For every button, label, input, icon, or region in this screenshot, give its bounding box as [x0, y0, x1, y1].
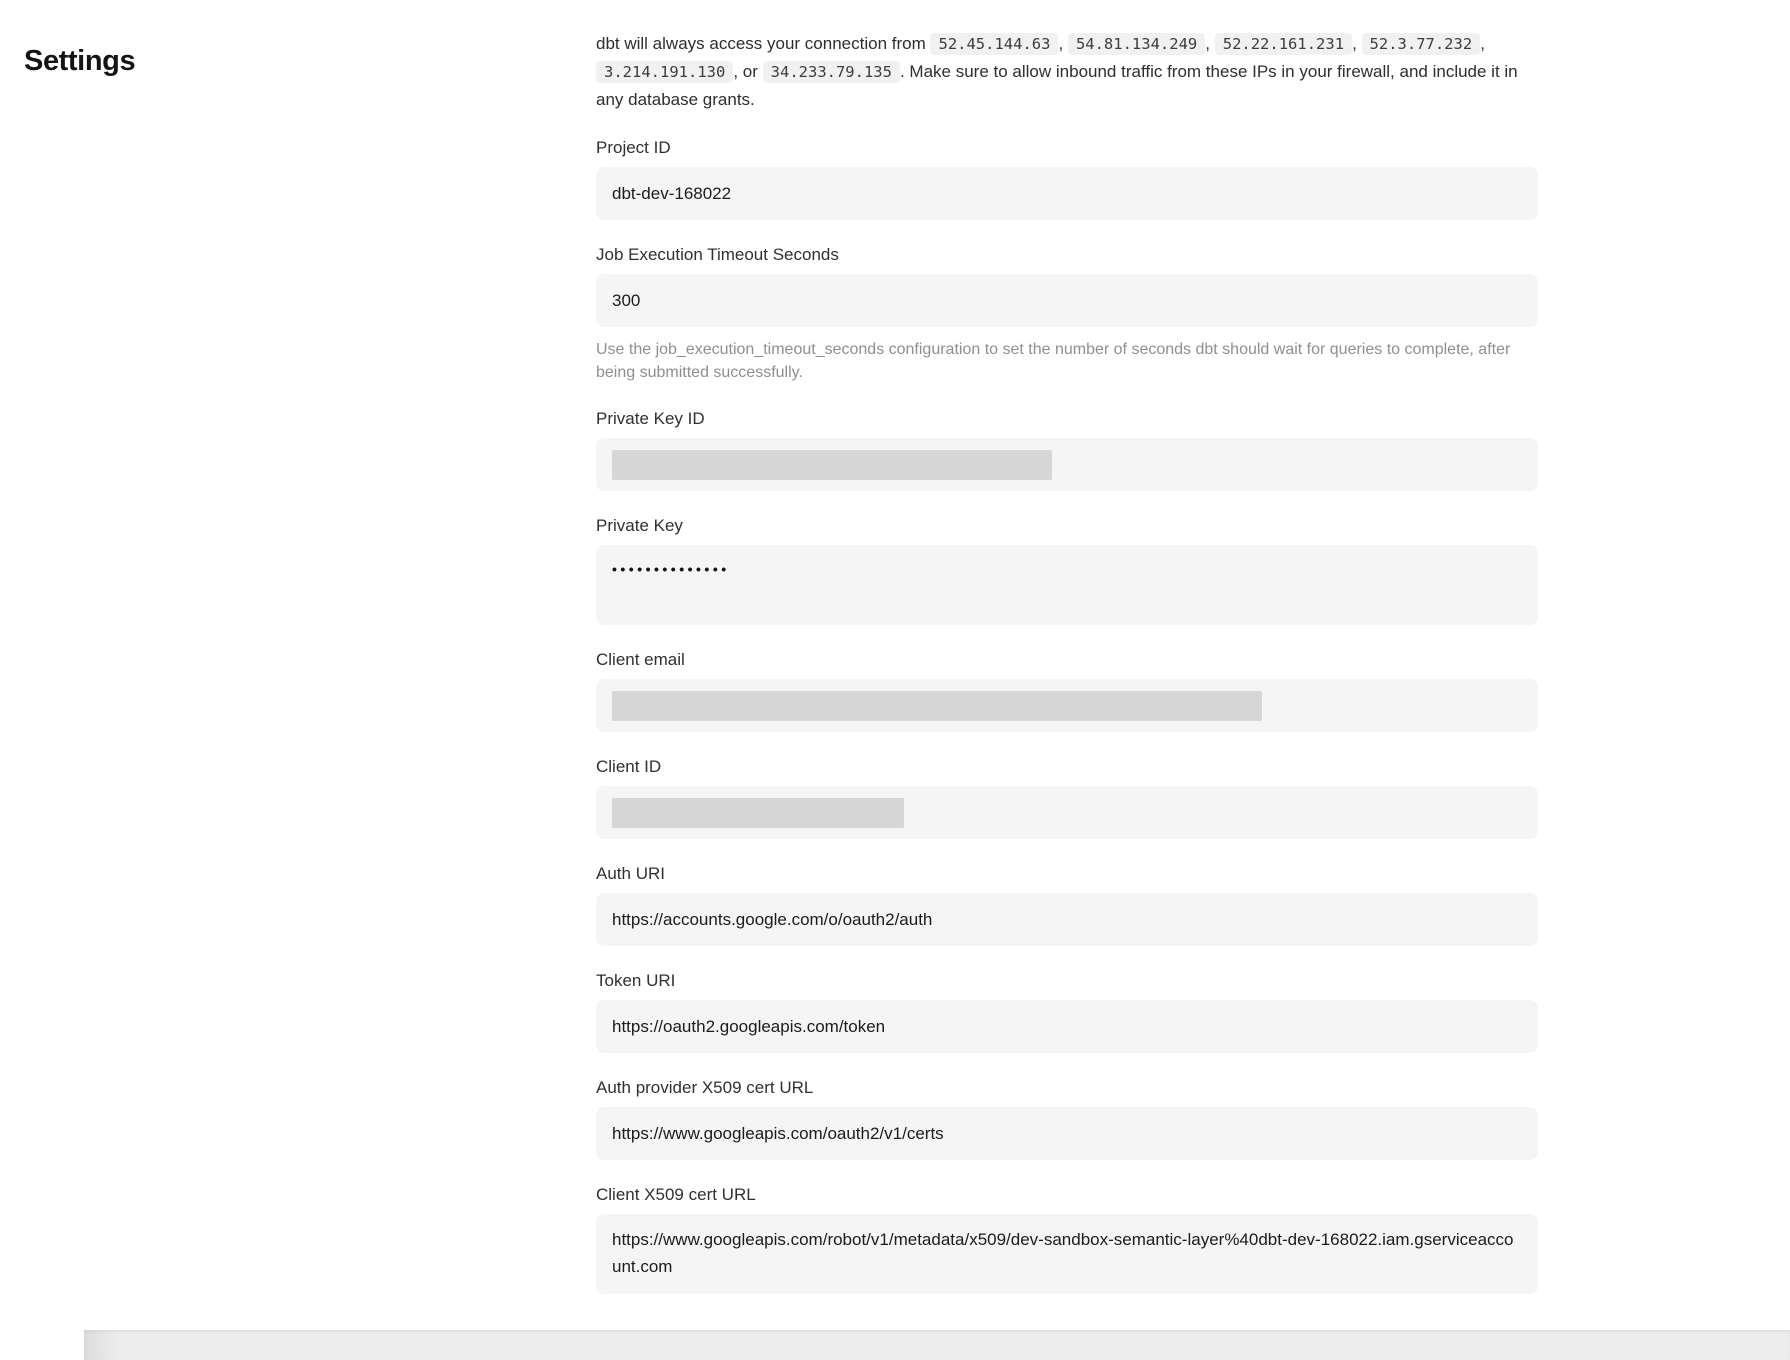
- job-execution-timeout-helper-text: Use the job_execution_timeout_seconds configuration to set the number of seconds dbt should wait for queries to complete, after being submitted successfully.: [596, 341, 1511, 381]
- client-x509-cert-url-input[interactable]: https://www.googleapis.com/robot/v1/metadata/x509/dev-sandbox-semantic-layer%40dbt-dev-168022.iam.gserviceaccount.com: [596, 1214, 1538, 1294]
- auth-provider-x509-cert-url-label: Auth provider X509 cert URL: [596, 1078, 814, 1097]
- private-key-id-input[interactable]: [596, 438, 1538, 491]
- page-title: Settings: [24, 45, 136, 78]
- redacted-value-bar: [612, 450, 1052, 480]
- field-private-key-id: [596, 409, 1538, 491]
- auth-provider-x509-cert-url-input[interactable]: https://www.googleapis.com/oauth2/v1/certs: [596, 1107, 1538, 1160]
- redacted-value-bar: [612, 691, 1262, 721]
- field-client-id: [596, 757, 1538, 839]
- separator: ,: [1352, 34, 1357, 53]
- ip-allowlist-notice: [596, 30, 1538, 113]
- field-private-key: [596, 516, 1538, 625]
- field-project-id: [596, 138, 1538, 220]
- job-execution-timeout-label: Job Execution Timeout Seconds: [596, 245, 839, 264]
- job-execution-timeout-input[interactable]: 300: [596, 274, 1538, 327]
- notice-lead-text: dbt will always access your connection from: [596, 34, 926, 53]
- token-uri-input[interactable]: https://oauth2.googleapis.com/token: [596, 1000, 1538, 1053]
- bottom-panel-edge: [84, 1330, 1790, 1360]
- separator: ,: [1058, 34, 1064, 53]
- client-email-label: Client email: [596, 650, 685, 669]
- ip-address-pill: 34.233.79.135: [763, 61, 900, 83]
- field-auth-provider-x509-cert-url: [596, 1078, 1538, 1160]
- private-key-id-label: Private Key ID: [596, 409, 705, 428]
- project-id-label: Project ID: [596, 138, 671, 157]
- token-uri-label: Token URI: [596, 971, 676, 990]
- field-client-x509-cert-url: [596, 1185, 1538, 1294]
- client-x509-cert-url-label: Client X509 cert URL: [596, 1185, 756, 1204]
- separator: ,: [1205, 34, 1210, 53]
- client-id-label: Client ID: [596, 757, 662, 776]
- field-token-uri: [596, 971, 1538, 1053]
- field-job-execution-timeout-seconds: [596, 245, 1538, 384]
- auth-uri-input[interactable]: https://accounts.google.com/o/oauth2/auth: [596, 893, 1538, 946]
- private-key-label: Private Key: [596, 516, 683, 535]
- ip-address-pill: 3.214.191.130: [596, 61, 733, 83]
- ip-address-pill: 52.3.77.232: [1362, 33, 1481, 55]
- private-key-textarea[interactable]: [596, 545, 1538, 625]
- ip-address-pill: 52.45.144.63: [930, 33, 1058, 55]
- field-auth-uri: [596, 864, 1538, 946]
- separator: ,: [733, 62, 739, 81]
- client-id-input[interactable]: [596, 786, 1538, 839]
- auth-uri-label: Auth URI: [596, 864, 665, 883]
- connection-settings-panel: [596, 30, 1538, 1294]
- masked-private-key-value: ••••••••••••••: [612, 561, 730, 577]
- project-id-input[interactable]: dbt-dev-168022: [596, 167, 1538, 220]
- field-client-email: [596, 650, 1538, 732]
- redacted-value-bar: [612, 798, 904, 828]
- notice-tail-text: . Make sure to allow inbound traffic from these IPs in your firewall, and include it in any database grants.: [596, 62, 1518, 109]
- separator: ,: [1480, 34, 1485, 53]
- ip-address-pill: 54.81.134.249: [1068, 33, 1205, 55]
- or-text: or: [742, 62, 758, 81]
- ip-address-pill: 52.22.161.231: [1215, 33, 1352, 55]
- client-email-input[interactable]: [596, 679, 1538, 732]
